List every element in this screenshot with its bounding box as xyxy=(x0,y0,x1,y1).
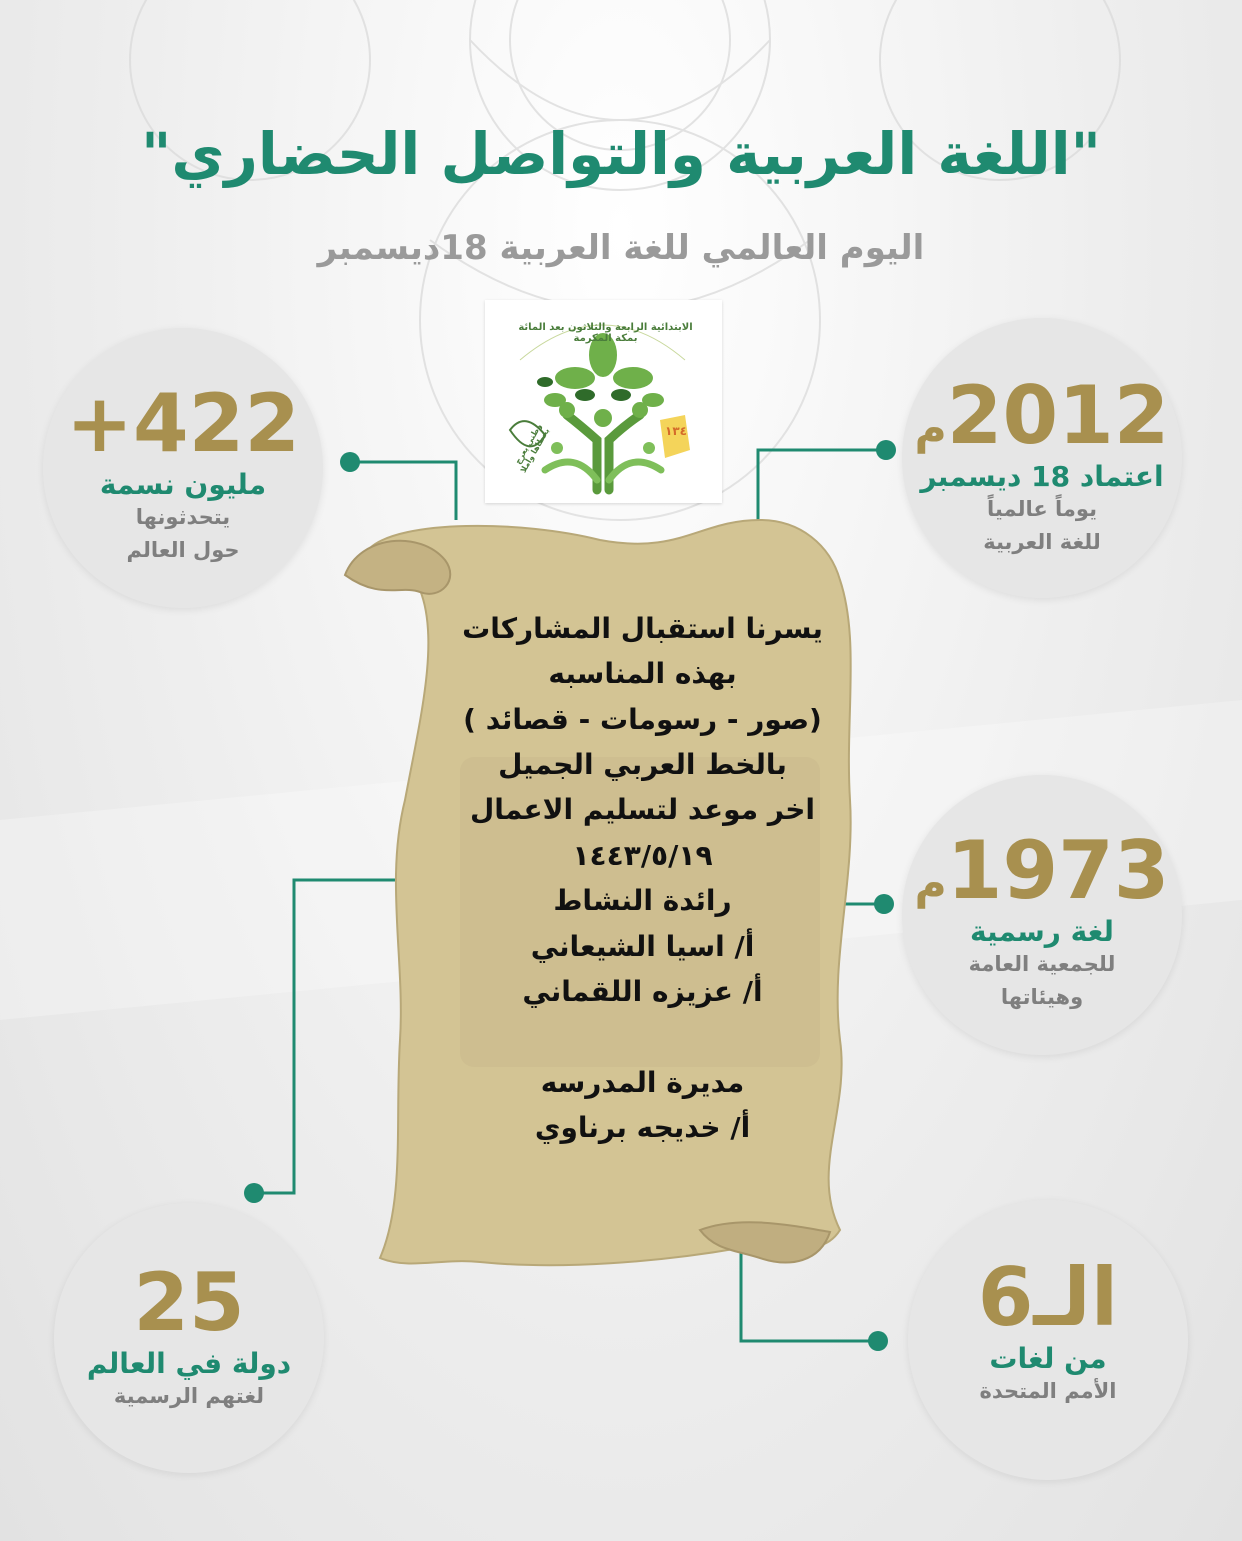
stat-speakers-number: +422 xyxy=(65,377,301,470)
stat-countries-label: دولة في العالم xyxy=(86,1347,292,1380)
stat-un-languages-desc-1: الأمم المتحدة xyxy=(979,1379,1117,1403)
stat-speakers-label: مليون نسمة xyxy=(99,468,267,501)
connector-dot-middle-right xyxy=(874,894,894,914)
stat-countries-desc-1: لغتهم الرسمية xyxy=(113,1384,265,1408)
scroll-line: بالخط العربي الجميل xyxy=(498,748,787,782)
scroll-line: ١٤٤٣/٥/١٩ xyxy=(572,838,713,872)
scroll-line: أ/ خديجه برناوي xyxy=(534,1110,751,1144)
stat-1973-desc-2: وهيئاتها xyxy=(1000,984,1084,1009)
logo-badge: ١٣٤ xyxy=(665,424,687,438)
stat-2012-label: اعتماد 18 ديسمبر xyxy=(920,460,1164,493)
scroll-line: بهذه المناسبه xyxy=(548,657,737,691)
stat-1973 xyxy=(902,775,1182,1055)
connector-dot-top-right xyxy=(876,440,896,460)
stat-speakers-desc-2: حول العالم xyxy=(126,537,240,562)
page-title: "اللغة العربية والتواصل الحضاري" xyxy=(141,120,1101,188)
stat-2012-unit: م xyxy=(914,403,947,454)
stat-2012-desc-2: للغة العربية xyxy=(983,529,1101,554)
stat-2012-number: 2012 xyxy=(946,369,1170,462)
scroll-line: أ/ اسيا الشيعاني xyxy=(530,929,755,963)
stat-speakers xyxy=(43,328,323,608)
scroll-line: رائدة النشاط xyxy=(553,884,732,918)
scroll-line: (صور - رسومات - قصائد ) xyxy=(463,702,822,736)
stat-1973-unit: م xyxy=(914,858,947,909)
scroll-announcement xyxy=(450,606,835,1150)
page-subtitle: اليوم العالمي للغة العربية 18ديسمبر xyxy=(317,228,925,268)
stat-countries xyxy=(54,1203,324,1473)
stat-un-languages-number: الـ6 xyxy=(977,1251,1119,1344)
stat-2012 xyxy=(902,318,1182,598)
scroll-line: يسرنا استقبال المشاركات xyxy=(462,612,823,645)
scroll-line: مديرة المدرسه xyxy=(540,1065,745,1099)
connector-top-left xyxy=(350,462,456,520)
school-logo xyxy=(485,300,722,503)
logo-side-text: وطني يعرج بخطاها وأملا xyxy=(513,422,552,475)
connector-dot-top-left xyxy=(340,452,360,472)
stat-1973-number: 1973 xyxy=(946,824,1170,917)
stat-un-languages-label: من لغات xyxy=(989,1342,1107,1375)
stat-1973-label: لغة رسمية xyxy=(970,915,1114,948)
logo-arc-text: الابتدائية الرابعة والثلاثون بعد المائة بمكة المكرمة xyxy=(518,322,693,344)
stat-1973-desc-1: للجمعية العامة xyxy=(968,952,1116,976)
stat-un-languages xyxy=(908,1200,1188,1480)
connector-dot-bottom-left xyxy=(244,1183,264,1203)
stat-speakers-desc-1: يتحدثونها xyxy=(135,505,231,529)
scroll-line xyxy=(450,1014,835,1059)
stat-2012-desc-1: يوماً عالمياً xyxy=(987,497,1097,521)
scroll-line: اخر موعد لتسليم الاعمال xyxy=(469,793,816,827)
stat-countries-number: 25 xyxy=(133,1256,245,1349)
scroll-line: أ/ عزيزه اللقماني xyxy=(522,974,763,1008)
connector-dot-bottom-right xyxy=(868,1331,888,1351)
